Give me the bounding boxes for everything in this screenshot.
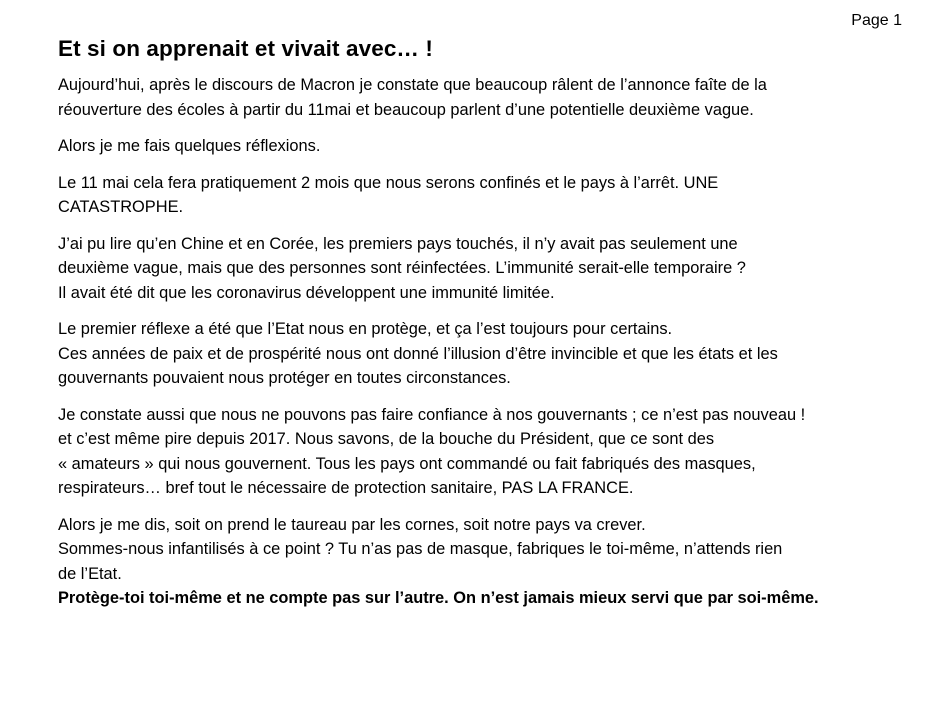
paragraph-6 <box>58 403 908 501</box>
paragraph-line: Il avait été dit que les coronavirus développent une immunité limitée. <box>58 283 555 302</box>
paragraph-line: Sommes-nous infantilisés à ce point ? Tu n’as pas de masque, fabriques le toi-même, n’attends rien <box>58 540 783 558</box>
paragraph-4 <box>58 232 908 306</box>
paragraph-line: J’ai pu lire qu’en Chine et en Corée, les premiers pays touchés, il n’y avait pas seulement une <box>58 234 738 253</box>
paragraph-line: de l’Etat. <box>58 564 122 583</box>
paragraph-1 <box>58 73 908 122</box>
paragraph-line: deuxième vague, mais que des personnes sont réinfectées. L’immunité serait-elle temporaire ? <box>58 259 746 277</box>
page-number: Page 1 <box>851 12 902 29</box>
paragraph-line: Le premier réflexe a été que l’Etat nous en protège, et ça l’est toujours pour certains. <box>58 320 673 338</box>
document-title: Et si on apprenait et vivait avec… ! <box>58 36 433 61</box>
paragraph-5 <box>58 317 908 391</box>
paragraph-line: respirateurs… bref tout le nécessaire de protection sanitaire, PAS LA FRANCE. <box>58 479 634 497</box>
paragraph-3 <box>58 171 908 220</box>
paragraph-line: « amateurs » qui nous gouvernent. Tous les pays ont commandé ou fait fabriqués des masques, <box>58 454 756 473</box>
paragraph-line: et c’est même pire depuis 2017. Nous savons, de la bouche du Président, que ce sont des <box>58 430 715 448</box>
paragraph-line: Ces années de paix et de prospérité nous ont donné l’illusion d’être invincible et que les états et les <box>58 344 778 363</box>
paragraph-line: Aujourd’hui, après le discours de Macron je constate que beaucoup râlent de l’annonce faîte de la <box>58 76 767 94</box>
paragraph-line: Alors je me dis, soit on prend le taureau par les cornes, soit notre pays va crever. <box>58 515 646 534</box>
paragraph-line: Alors je me fais quelques réflexions. <box>58 137 321 155</box>
paragraph-line: Le 11 mai cela fera pratiquement 2 mois que nous serons confinés et le pays à l’arrêt. UNE <box>58 173 719 192</box>
closing-bold-line: Protège-toi toi-même et ne compte pas sur l’autre. On n’est jamais mieux servi que par soi-même. <box>58 589 819 607</box>
paragraph-2 <box>58 134 908 159</box>
paragraph-line: gouvernants pouvaient nous protéger en toutes circonstances. <box>58 369 511 387</box>
paragraph-7 <box>58 513 908 611</box>
paragraph-line: Je constate aussi que nous ne pouvons pas faire confiance à nos gouvernants ; ce n’est pas nouveau ! <box>58 405 806 424</box>
paragraph-line: réouverture des écoles à partir du 11mai et beaucoup parlent d’une potentielle deuxième vague. <box>58 100 754 119</box>
paragraph-line: CATASTROPHE. <box>58 198 184 216</box>
document-body <box>58 36 908 623</box>
